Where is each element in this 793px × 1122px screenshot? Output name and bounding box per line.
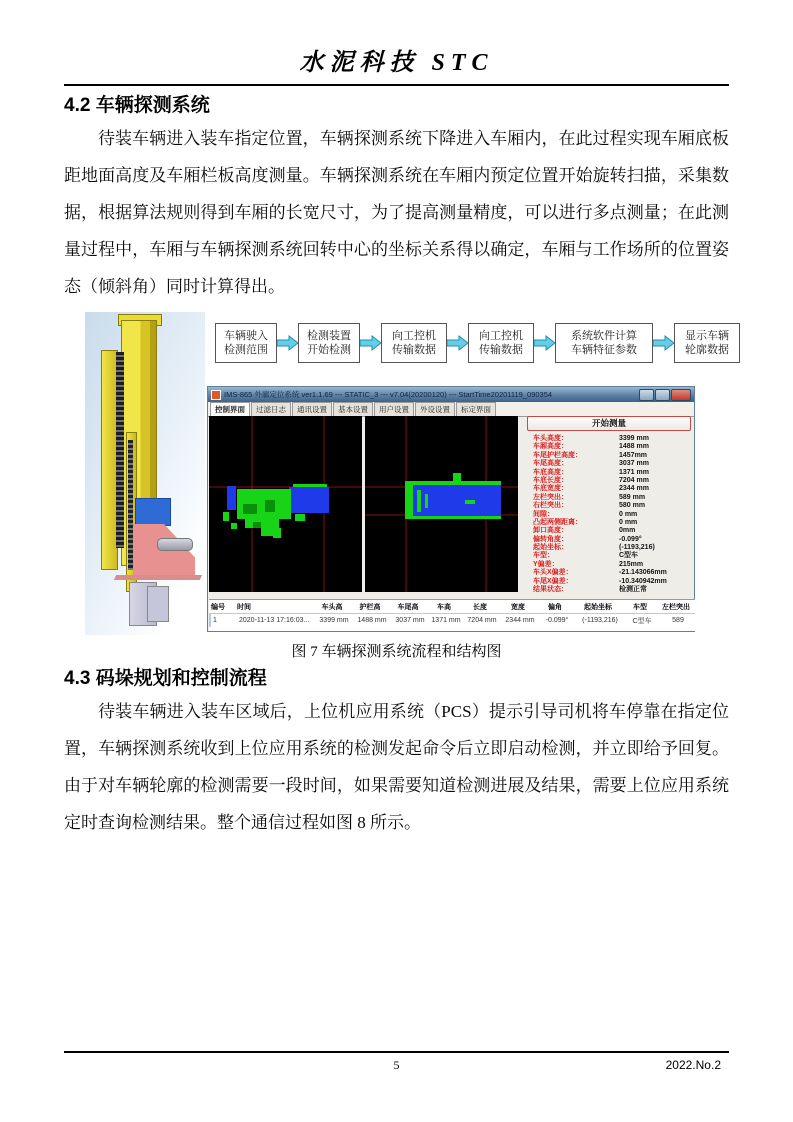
flow-step-text: 车辆驶入 bbox=[224, 330, 268, 342]
measurement-label: 车尾X偏差： bbox=[533, 577, 573, 585]
page-number: 5 bbox=[393, 1058, 400, 1072]
flow-step-text: 开始检测 bbox=[307, 344, 351, 356]
measurement-label: 车尾护栏高度： bbox=[533, 451, 582, 459]
measurement-row bbox=[533, 544, 693, 552]
table-cell: (-1193,216) bbox=[582, 617, 618, 624]
measurement-value: 3037 mm bbox=[619, 460, 649, 468]
tab-comm-settings[interactable]: 通讯设置 bbox=[292, 402, 332, 416]
table-cell: 2344 mm bbox=[505, 617, 535, 624]
table-header-cell: 车尾高 bbox=[397, 603, 419, 611]
measurement-value: 检测正常 bbox=[619, 586, 647, 594]
measurement-value: 1457mm bbox=[619, 451, 648, 459]
app-icon bbox=[211, 390, 221, 400]
measurement-app-window bbox=[207, 386, 695, 632]
section-heading-4-2: 4.2 车辆探测系统 bbox=[64, 95, 210, 116]
measurement-row bbox=[533, 460, 693, 468]
measurement-label: 偏转角度： bbox=[533, 535, 568, 543]
table-header-cell: 护栏高 bbox=[359, 603, 381, 611]
flow-arrow-icon bbox=[447, 335, 468, 351]
measurement-row bbox=[533, 511, 693, 519]
top-view-pointcloud bbox=[365, 416, 518, 592]
detection-flowchart bbox=[215, 320, 728, 366]
flow-step-text: 向工控机 bbox=[392, 330, 436, 342]
paragraph-4-2: 待装车辆进入装车指定位置，车辆探测系统下降进入车厢内，在此过程实现车厢底板距地面高度及车厢栏板高度测量。车辆探测系统在车厢内预定位置开始旋转扫描，采集数据，根据算法规则得到车厢的长宽尺寸，为了提高测量精度，可以进行多点测量；在此测量过程中，车厢与车辆探测系统回转中心的坐标关系得以确定，车厢与工作场所的位置姿态（倾斜角）同时计算得出。 bbox=[64, 129, 729, 296]
tab-user-settings[interactable]: 用户设置 bbox=[374, 402, 414, 416]
table-cell: 1488 mm bbox=[357, 617, 387, 624]
detector-base-plate bbox=[114, 575, 202, 580]
flow-step-text: 传输数据 bbox=[392, 344, 436, 356]
flow-arrow-icon bbox=[360, 335, 381, 351]
measurement-label: 凸起两侧距离： bbox=[533, 518, 582, 526]
tab-filter-log[interactable]: 过滤日志 bbox=[251, 402, 291, 416]
detector-foot-inner bbox=[147, 586, 169, 622]
table-cell: 1 bbox=[213, 617, 217, 624]
footer-divider bbox=[64, 1051, 729, 1053]
table-cell: 589 bbox=[672, 617, 684, 624]
measurement-row bbox=[533, 586, 693, 594]
measurement-value: 589 mm bbox=[619, 493, 646, 501]
measurement-label: 车底高度： bbox=[533, 468, 568, 476]
detector-control-box bbox=[135, 498, 171, 526]
measurement-value: 0mm bbox=[619, 527, 636, 535]
app-window-title: IMS-865 外廓定位系统 ver1.1.69 --- STATIC_3 --- v7.04(20200120) --- StartTime20201119_090354 bbox=[224, 390, 553, 399]
measurement-value: 1371 mm bbox=[619, 468, 649, 476]
flow-step-text: 传输数据 bbox=[479, 344, 523, 356]
measurement-row bbox=[533, 578, 693, 586]
measurement-label: 车底宽度： bbox=[533, 485, 568, 493]
figure7-caption: 图 7 车辆探测系统流程和结构图 bbox=[291, 644, 502, 660]
close-button[interactable] bbox=[671, 389, 691, 401]
measurement-row bbox=[533, 502, 693, 510]
table-cell: 1371 mm bbox=[431, 617, 461, 624]
measurement-label: 车型： bbox=[533, 552, 554, 560]
detector-bracket bbox=[133, 524, 195, 578]
measurement-value: 0 mm bbox=[619, 510, 638, 518]
measurement-label: 车厢高度： bbox=[533, 443, 568, 451]
table-header-cell: 车高 bbox=[437, 603, 451, 611]
tab-basic-settings[interactable]: 基本设置 bbox=[333, 402, 373, 416]
measurement-label: 右栏突出： bbox=[533, 502, 568, 510]
app-titlebar bbox=[208, 387, 694, 402]
measurement-label: 车底长度： bbox=[533, 476, 568, 484]
measurement-value: -21.143066mm bbox=[619, 569, 667, 577]
table-cell: 2020-11-13 17:16:03... bbox=[239, 617, 310, 624]
flow-arrow-icon bbox=[653, 335, 674, 351]
flow-step-text: 检测装置 bbox=[307, 330, 351, 342]
measurement-row bbox=[533, 569, 693, 577]
measurement-row bbox=[533, 469, 693, 477]
detector-rod-chain bbox=[128, 440, 133, 570]
measurement-label: 卸口高度： bbox=[533, 527, 568, 535]
flow-step-text: 系统软件计算 bbox=[571, 330, 637, 342]
detector-cable-chain bbox=[116, 352, 124, 548]
table-header-cell: 左栏突出 bbox=[662, 603, 690, 611]
table-header-cell: 起始坐标 bbox=[584, 603, 612, 611]
table-header-cell: 长度 bbox=[473, 603, 487, 611]
window-controls bbox=[639, 389, 691, 401]
table-header-cell: 偏角 bbox=[548, 603, 562, 611]
issue-number: 2022.No.2 bbox=[665, 1058, 721, 1072]
measurement-value: -0.099° bbox=[619, 535, 642, 543]
measurement-row bbox=[533, 443, 693, 451]
table-row[interactable] bbox=[209, 614, 695, 627]
detector-cylinder bbox=[157, 538, 193, 551]
flow-step-5 bbox=[555, 323, 653, 363]
measurement-value: 580 mm bbox=[619, 502, 646, 510]
flow-step-text: 向工控机 bbox=[479, 330, 523, 342]
measurement-label: Y偏差： bbox=[533, 560, 559, 568]
measurement-label: 结果状态： bbox=[533, 586, 568, 594]
measurement-value: 2344 mm bbox=[619, 485, 649, 493]
table-cell: 7204 mm bbox=[467, 617, 497, 624]
measurement-label: 起始坐标： bbox=[533, 544, 568, 552]
measurement-label: 左栏突出： bbox=[533, 493, 568, 501]
minimize-button[interactable] bbox=[639, 389, 654, 401]
maximize-button[interactable] bbox=[655, 389, 670, 401]
flow-step-text: 显示车辆 bbox=[685, 330, 729, 342]
table-cell: 3399 mm bbox=[319, 617, 349, 624]
measurement-history-table bbox=[209, 599, 695, 631]
journal-title: 水泥科技 STC bbox=[299, 50, 494, 76]
flow-step-text: 车辆特征参数 bbox=[571, 344, 637, 356]
table-cell: -0.099° bbox=[545, 617, 569, 624]
measurement-row bbox=[533, 494, 693, 502]
tab-calibration-view[interactable]: 标定界面 bbox=[456, 402, 496, 416]
table-header-cell: 时间 bbox=[237, 603, 251, 611]
measurement-list bbox=[533, 435, 693, 594]
measurement-value: (-1193,216) bbox=[619, 544, 655, 552]
header-divider bbox=[64, 84, 729, 86]
measurement-value: 3399 mm bbox=[619, 435, 649, 442]
flow-step-3 bbox=[381, 323, 447, 363]
table-cell: 3037 mm bbox=[395, 617, 425, 624]
measurement-row bbox=[533, 485, 693, 493]
table-header-row bbox=[209, 600, 695, 614]
measurement-value: C型车 bbox=[619, 552, 639, 560]
side-view-pointcloud bbox=[209, 416, 362, 592]
measurement-value: 215mm bbox=[619, 560, 644, 568]
table-cell: C型车 bbox=[632, 617, 652, 625]
table-header-cell: 车头高 bbox=[321, 603, 343, 611]
flow-step-6 bbox=[674, 323, 740, 363]
flow-step-text: 检测范围 bbox=[224, 344, 268, 356]
scan-panel-side-view bbox=[209, 416, 362, 592]
paragraph-4-3: 待装车辆进入装车区域后，上位机应用系统（PCS）提示引导司机将车停靠在指定位置，车辆探测系统收到上位应用系统的检测发起命令后立即启动检测，并立即给予回复。由于对车辆轮廓的检测需要一段时间，如果需要知道检测进展及结果，需要上位应用系统定时查询检测结果。整个通信过程如图 8 所示。 bbox=[64, 702, 729, 832]
measurement-label: 间隙： bbox=[533, 510, 554, 518]
tab-control-view[interactable]: 控制界面 bbox=[210, 402, 250, 416]
flow-arrow-icon bbox=[534, 335, 555, 351]
scan-panel-top-view bbox=[365, 416, 518, 592]
measurement-value: 0 mm bbox=[619, 518, 638, 526]
measurement-label: 车尾高度： bbox=[533, 460, 568, 468]
table-header-cell: 编号 bbox=[211, 603, 225, 611]
tab-peripheral-settings[interactable]: 外设设置 bbox=[415, 402, 455, 416]
measurement-value: 1488 mm bbox=[619, 443, 649, 451]
measurement-label: 车头X偏差： bbox=[533, 569, 573, 577]
flow-step-4 bbox=[468, 323, 534, 363]
measurement-result-panel bbox=[525, 416, 693, 596]
start-measure-button[interactable]: 开始测量 bbox=[527, 416, 691, 431]
flow-step-1 bbox=[215, 323, 277, 363]
measurement-row bbox=[533, 452, 693, 460]
measurement-value: 7204 mm bbox=[619, 476, 649, 484]
table-header-cell: 车型 bbox=[633, 603, 647, 611]
measurement-label: 车头高度： bbox=[533, 435, 568, 442]
section-heading-4-3: 4.3 码垛规划和控制流程 bbox=[64, 668, 267, 689]
measurement-row bbox=[533, 527, 693, 535]
measurement-value: -10.340942mm bbox=[619, 577, 667, 585]
measurement-row bbox=[533, 536, 693, 544]
table-header-cell: 宽度 bbox=[511, 603, 525, 611]
detector-3d-render bbox=[85, 312, 205, 635]
flow-step-2 bbox=[298, 323, 360, 363]
flow-arrow-icon bbox=[277, 335, 298, 351]
measurement-row bbox=[533, 561, 693, 569]
flow-step-text: 轮廓数据 bbox=[685, 344, 729, 356]
measurement-row bbox=[533, 552, 693, 560]
app-tabbar bbox=[208, 402, 694, 417]
